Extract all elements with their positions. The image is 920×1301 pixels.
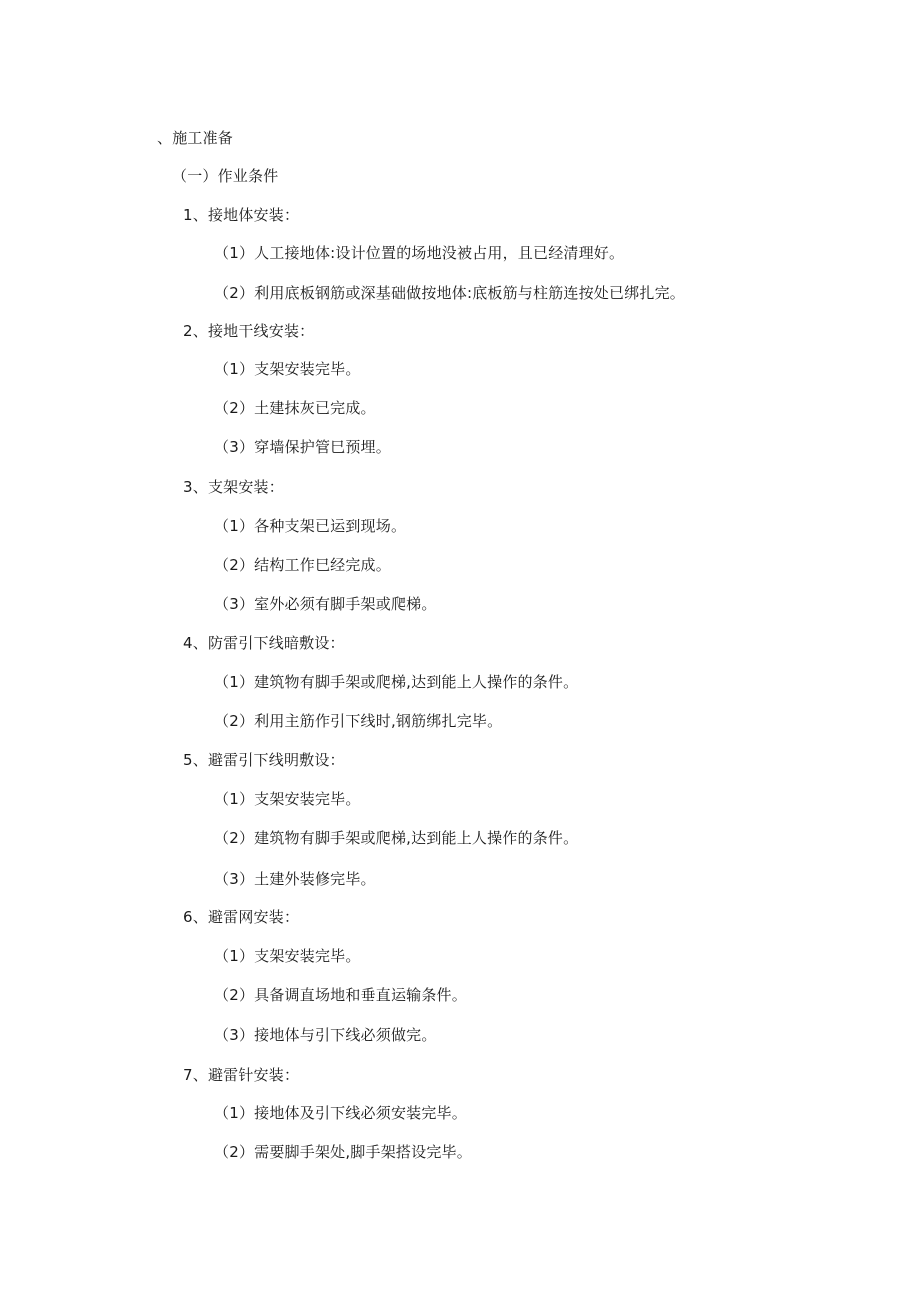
list-item: （1）支架安装完毕。	[214, 790, 361, 808]
list-item: （1）支架安装完毕。	[214, 360, 361, 378]
subsection-title: （一）作业条件	[172, 167, 279, 185]
list-item: （3）土建外装修完毕。	[214, 870, 376, 888]
item-heading: 7、避雷针安装：	[183, 1066, 300, 1084]
list-item: （2）结构工作巳经完成。	[214, 556, 391, 574]
item-heading: 3、支架安装：	[183, 478, 284, 496]
item-heading: 6、避雷网安装：	[183, 908, 300, 926]
list-item: （3）室外必须有脚手架或爬梯。	[214, 595, 437, 613]
list-item: （1）建筑物有脚手架或爬梯,达到能上人操作的条件。	[214, 673, 579, 691]
list-item: （2）建筑物有脚手架或爬梯,达到能上人操作的条件。	[214, 829, 579, 847]
item-heading: 4、防雷引下线暗敷设：	[183, 634, 345, 652]
list-item: （1）各种支架已运到现场。	[214, 517, 407, 535]
item-heading: 1、接地体安装：	[183, 206, 300, 224]
list-item: （1）接地体及引下线必须安装完毕。	[214, 1104, 467, 1122]
list-item: （2）利用主筋作引下线时,钢筋绑扎完毕。	[214, 712, 503, 730]
list-item: （1）支架安装完毕。	[214, 947, 361, 965]
item-heading: 5、避雷引下线明敷设：	[183, 751, 345, 769]
item-heading: 2、接地干线安装：	[183, 322, 315, 340]
list-item: （2）土建抹灰已完成。	[214, 399, 376, 417]
list-item: （1）人工接地体:设计位置的场地没被占用，且已经清理好。	[214, 244, 625, 262]
list-item: （3）接地体与引下线必须做完。	[214, 1026, 437, 1044]
list-item: （3）穿墙保护管巳预埋。	[214, 438, 391, 456]
list-item: （2）具备调直场地和垂直运输条件。	[214, 986, 467, 1004]
list-item: （2）需要脚手架处,脚手架搭设完毕。	[214, 1143, 472, 1161]
section-title: 、施工准备	[157, 129, 234, 147]
list-item: （2）利用底板钢筋或深基础做按地体:底板筋与柱筋连按处已绑扎完。	[214, 284, 686, 302]
